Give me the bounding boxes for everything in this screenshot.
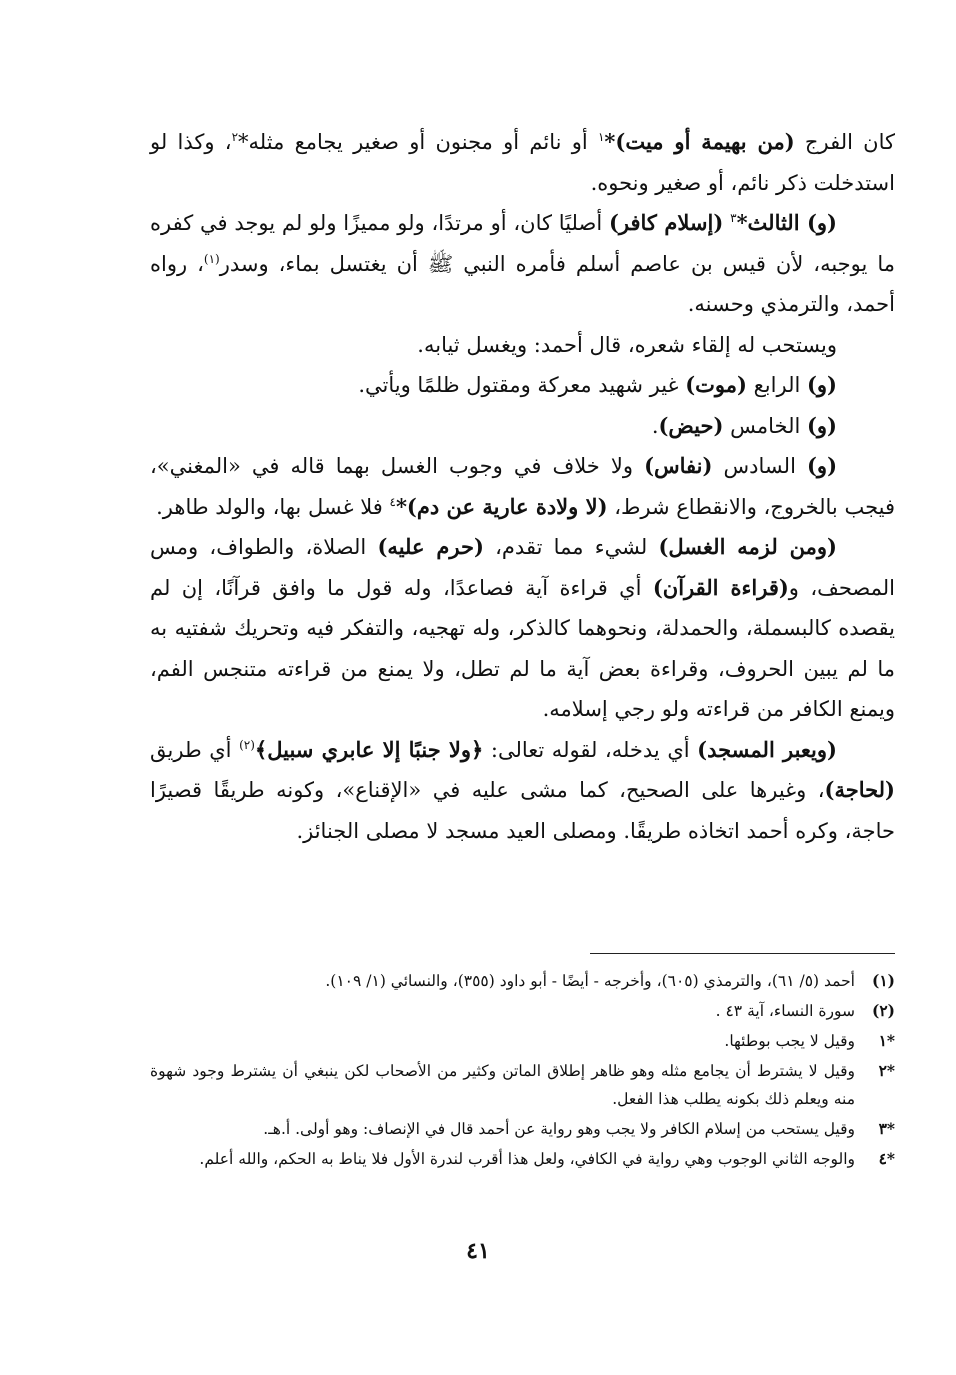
footnote-text: وقيل لا يشترط أن يجامع مثله وهو ظاهر إطلاق الماتن وكثير من الأصحاب لكن ينبغي أن يشترط وجود شهوة منه ويعلم ذلك بكونه يطلب هذا الفعل. xyxy=(150,1062,855,1108)
text-segment: أي قراءة آية فصاعدًا، وله قول ما وافق قرآنًا، إن لم يقصده كالبسملة، والحمدلة، ونحوهما كالذكر، وله تهجيه، والتفكر فيه وتحريك شفتيه به ما لم يبين الحروف، وقراءة بعض آية ما لم تطل، ولا يمنع من قراءته متنجس الفم، ويمنع الكافر من قراءته ولو رجي إسلامه. xyxy=(150,575,895,721)
footnote xyxy=(150,967,895,995)
text-segment: أي يدخله، لقوله تعالى: xyxy=(483,737,698,762)
footnote-ref: (٢) xyxy=(239,737,255,752)
paragraph xyxy=(150,203,895,325)
text-segment: ، وغيرها على الصحيح، كما مشى عليه في «الإقناع»، وكونه طريقًا قصيرًا حاجة، وكره أحمد اتخاذه طريقًا. ومصلى العيد مسجد لا مصلى الجنائز. xyxy=(150,778,895,843)
footnote-mark: (١) xyxy=(871,971,895,990)
paragraph xyxy=(150,325,895,366)
footnote-mark: *١ xyxy=(878,1031,895,1050)
text-segment: الخامس xyxy=(723,413,807,438)
footnote-text: وقيل يستحب من إسلام الكافر ولا يجب وهو رواية عن أحمد قال في الإنصاف: وهو أولى. أ.هـ. xyxy=(263,1120,855,1138)
bold-term: (موت) xyxy=(685,372,747,397)
text-segment: فلا غسل بها، والولد طاهر. xyxy=(156,494,390,519)
bold-term: (إسلام كافر) xyxy=(608,210,724,235)
footnote xyxy=(150,997,895,1025)
paragraph xyxy=(150,365,895,406)
bold-term: (من بهيمة أو ميت)* xyxy=(604,129,795,154)
footnote-ref: ٤ xyxy=(389,494,396,509)
bold-term: (ومن لزمه الغسل) xyxy=(658,534,837,559)
bold-term: (و) الثالث* xyxy=(736,210,837,235)
footnote xyxy=(150,1115,895,1143)
footnote xyxy=(150,1057,895,1113)
text-segment: الرابع xyxy=(746,373,807,397)
main-text xyxy=(150,122,895,851)
bold-term: ﴿ولا جنبًا إلا عابري سبيل﴾ xyxy=(254,736,484,762)
paragraph xyxy=(150,122,895,203)
text-segment: ويستحب له إلقاء شعره، قال أحمد: ويغسل ثيابه. xyxy=(417,332,837,357)
bold-term: (حيض) xyxy=(658,412,724,438)
bold-term: (ويعبر المسجد) xyxy=(697,736,837,762)
bold-term: (قراءة القرآن) xyxy=(652,574,789,600)
text-segment: ، وكذا لو استدخلت ذكر نائم، أو صغير ونحوه. xyxy=(150,130,895,195)
text-segment: أصليًا كان، أو مرتدًا، ولو مميزًا ولو لم يوجد في كفره ما يوجبه، لأن قيس بن عاصم أسلم فأمره النبي ﷺ أن يغتسل بماء، وسدر xyxy=(150,211,895,276)
text-segment: أو نائم أو مجنون أو صغير يجامع مثله* xyxy=(238,130,598,154)
footnote-text: والوجه الثاني الوجوب وهي رواية في الكافي، ولعل هذا أقرب لندرة الأول فلا يناط به الحكم، والله أعلم. xyxy=(199,1150,855,1168)
bold-term: (نفاس) xyxy=(644,453,713,478)
bold-term: (و) xyxy=(806,372,837,397)
footnote-ref: ٢ xyxy=(231,130,239,144)
paragraph xyxy=(150,446,895,527)
page-number: ٤١ xyxy=(466,1238,490,1264)
footnote-ref: ٣ xyxy=(730,211,737,225)
footnote-ref: ١ xyxy=(597,130,605,144)
paragraph xyxy=(150,527,895,730)
text-segment: غير شهيد معركة ومقتول ظلمًا ويأتي. xyxy=(358,373,686,397)
footnote-ref: (١) xyxy=(203,251,220,266)
text-segment: . xyxy=(651,413,659,438)
text-segment: ، رواه أحمد، والترمذي وحسنه. xyxy=(150,251,895,316)
paragraph xyxy=(150,730,895,852)
text-segment: السادس xyxy=(712,454,807,478)
text-segment: لشيء مما تقدم، xyxy=(483,535,659,559)
text-segment: أي طريق xyxy=(150,737,240,762)
footnote xyxy=(150,1145,895,1173)
footnote-separator xyxy=(590,953,895,954)
footnote xyxy=(150,1027,895,1055)
footnote-text: سورة النساء، آية ٤٣ . xyxy=(715,1002,855,1020)
text-segment: الصلاة، والطواف، ومس المصحف، و xyxy=(150,535,895,600)
bold-term: (لا ولادة عارية عن دم)* xyxy=(395,493,608,519)
bold-term: (و) xyxy=(807,453,838,478)
footnote-mark: *٢ xyxy=(878,1061,895,1080)
text-segment: ولا خلاف في وجوب الغسل بهما قاله في «المغني»، فيجب بالخروج، والانقطاع شرط، xyxy=(150,454,895,519)
paragraph xyxy=(150,406,895,447)
bold-term: (حرم عليه) xyxy=(377,534,484,559)
footnote-text: أحمد (٥/ ٦١)، والترمذي (٦٠٥)، وأخرجه - أيضًا - أبو داود (٣٥٥)، والنسائي (١/ ١٠٩). xyxy=(325,972,855,990)
footnote-mark: *٣ xyxy=(878,1119,895,1138)
text-segment: كان الفرج xyxy=(794,130,896,154)
footnote-mark: *٤ xyxy=(878,1149,895,1168)
footnotes xyxy=(150,967,895,1175)
footnote-mark: (٢) xyxy=(871,1001,895,1020)
footnote-text: وقيل لا يجب بوطئها. xyxy=(724,1032,855,1050)
bold-term: (و) xyxy=(806,412,837,438)
bold-term: (لحاجة) xyxy=(824,777,895,802)
